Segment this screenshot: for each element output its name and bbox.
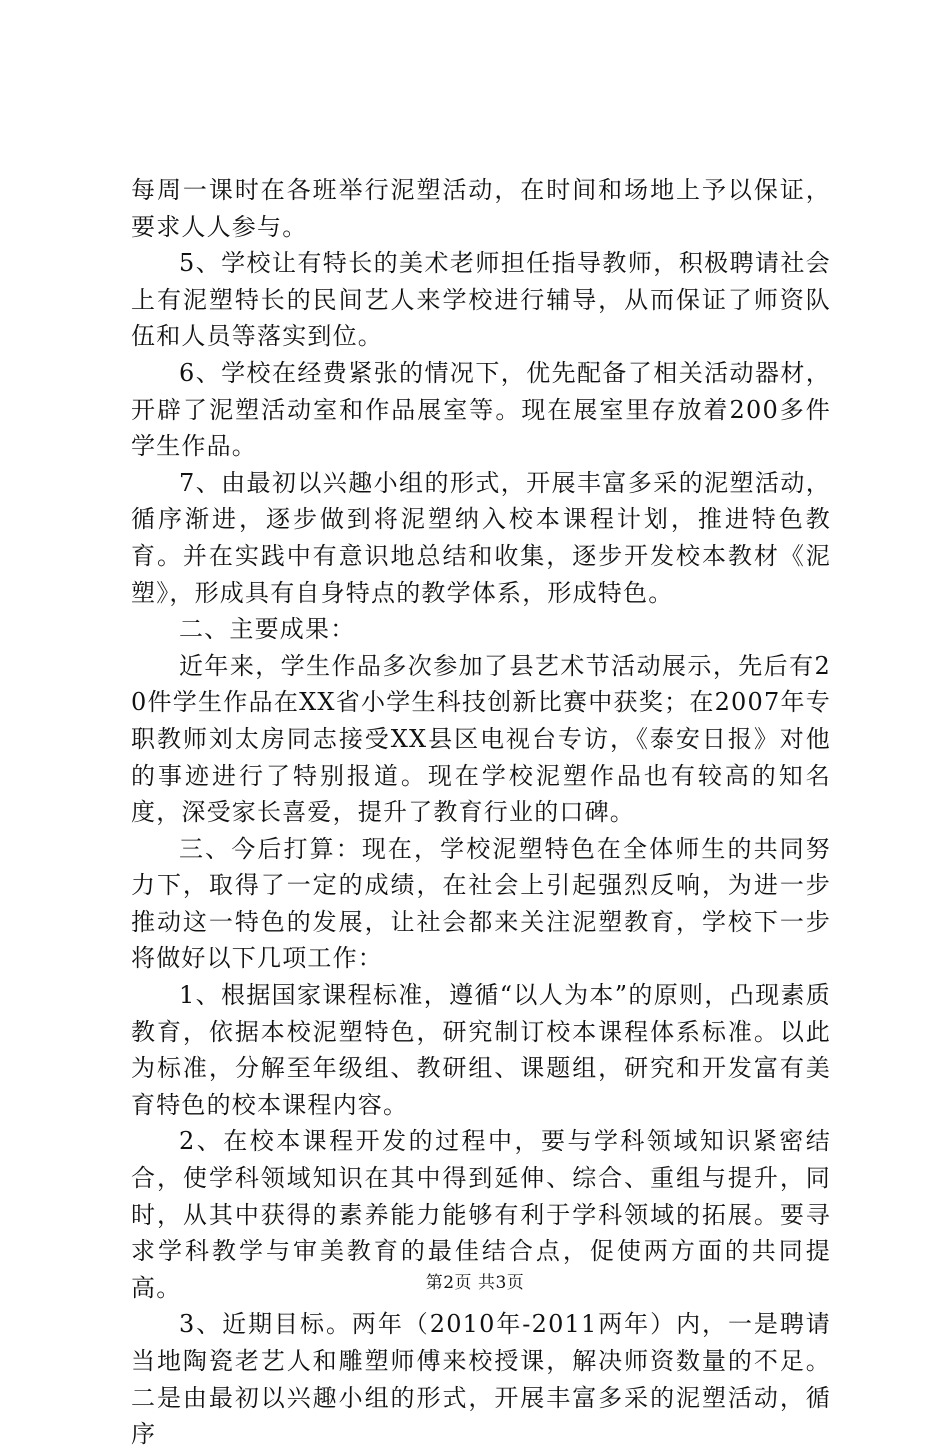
paragraph-plan-item-3: 3、近期目标。两年（2010年-2011两年）内，一是聘请当地陶瓷老艺人和雕塑师傅来校授课，解决师资数量的不足。二是由最初以兴趣小组的形式，开展丰富多采的泥塑活动，循序: [131, 1310, 831, 1449]
document-body: [131, 172, 831, 1453]
paragraph-main-results: 近年来，学生作品多次参加了县艺术节活动展示，先后有20件学生作品在XX省小学生科技创新比赛中获奖；在2007年专职教师刘太房同志接受XX县区电视台专访，《泰安日报》对他的事迹进行了特别报道。现在学校泥塑作品也有较高的知名度，深受家长喜爱，提升了教育行业的口碑。: [131, 651, 831, 827]
paragraph-item-6: 6、学校在经费紧张的情况下，优先配备了相关活动器材，开辟了泥塑活动室和作品展室等。现在展室里存放着200多件学生作品。: [131, 358, 831, 461]
section-heading-main-results: 二、主要成果：: [179, 615, 356, 644]
paragraph-plan-item-1: 1、根据国家课程标准，遵循“以人为本”的原则，凸现素质教育，依据本校泥塑特色，研究制订校本课程体系标准。以此为标准，分解至年级组、教研组、课题组，研究和开发富有美育特色的校本课程内容。: [131, 981, 831, 1119]
paragraph-continuation: 每周一课时在各班举行泥塑活动，在时间和场地上予以保证，要求人人参与。: [131, 176, 831, 241]
page-number-footer: 第2页 共3页: [425, 1273, 525, 1293]
paragraph-plan-item-2: 2、在校本课程开发的过程中，要与学科领域知识紧密结合，使学科领域知识在其中得到延伸、综合、重组与提升，同时，从其中获得的素养能力能够有利于学科领域的拓展。要寻求学科教学与审美教育的最佳结合点，促使两方面的共同提高。: [131, 1127, 831, 1302]
paragraph-item-7: 7、由最初以兴趣小组的形式，开展丰富多采的泥塑活动，循序渐进，逐步做到将泥塑纳入校本课程计划，推进特色教育。并在实践中有意识地总结和收集，逐步开发校本教材《泥塑》，形成具有自身特点的教学体系，形成特色。: [131, 468, 831, 607]
paragraph-future-plans: 三、今后打算：现在，学校泥塑特色在全体师生的共同努力下，取得了一定的成绩，在社会上引起强烈反响，为进一步推动这一特色的发展，让社会都来关注泥塑教育，学校下一步将做好以下几项工作：: [131, 834, 831, 973]
paragraph-item-5: 5、学校让有特长的美术老师担任指导教师，积极聘请社会上有泥塑特长的民间艺人来学校进行辅导，从而保证了师资队伍和人员等落实到位。: [131, 249, 831, 351]
